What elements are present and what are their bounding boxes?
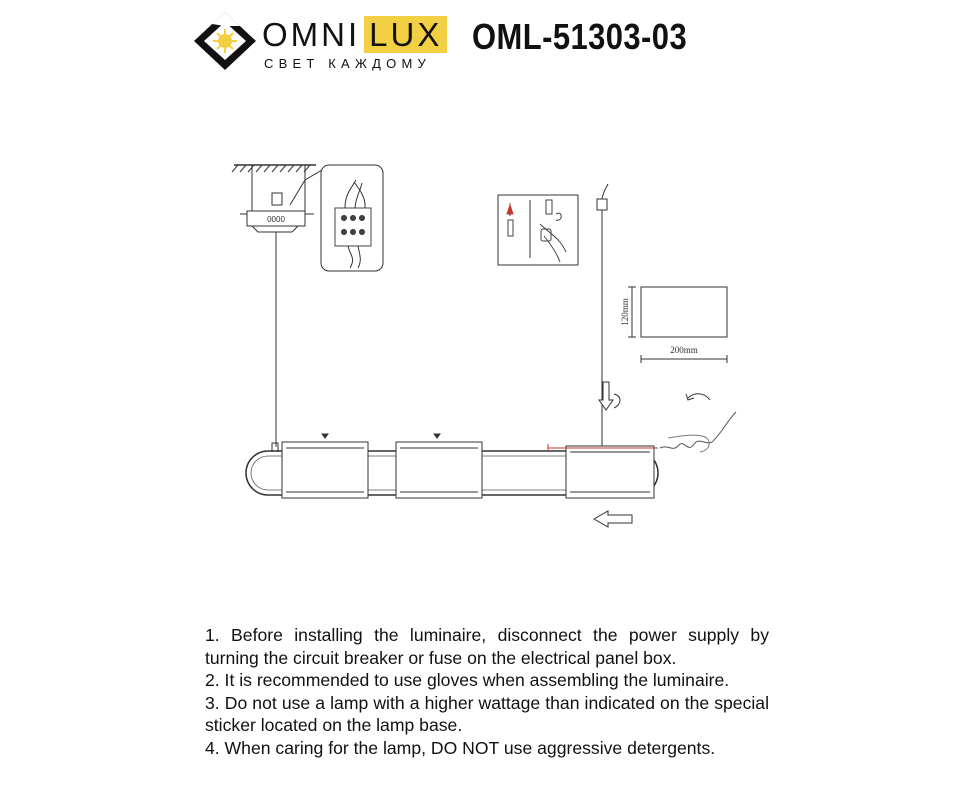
safety-instructions <box>205 624 769 760</box>
canopy-label: 0000 <box>267 215 285 224</box>
instruction-1: 1. Before installing the luminaire, disconnect the power supply by turning the circuit breaker or fuse on the electrical panel box. <box>205 625 769 668</box>
brand-name-right: LUX <box>364 16 447 53</box>
instruction-2: 2. It is recommended to use gloves when assembling the luminaire. <box>205 670 730 691</box>
box-height-label: 120mm <box>620 298 630 326</box>
shade-2 <box>396 442 482 498</box>
model-number: OML-51303-03 <box>472 16 688 57</box>
instruction-3: 3. Do not use a lamp with a higher wattage than indicated on the special sticker located on the lamp base. <box>205 692 769 736</box>
instruction-4: 4. When caring for the lamp, DO NOT use aggressive detergents. <box>205 737 716 758</box>
ceiling-hatch <box>232 165 316 172</box>
rotate-icon <box>614 394 620 408</box>
shade-3 <box>566 446 654 498</box>
slide-left-arrow-icon <box>594 511 632 527</box>
brand-name-left: OMNI <box>262 16 361 53</box>
brand-tagline: СВЕТ КАЖДОМУ <box>264 56 431 71</box>
box-width-label: 200mm <box>670 345 698 355</box>
down-arrow-icon <box>599 382 613 410</box>
canopy-dimension-box <box>641 287 727 337</box>
coiled-cable <box>660 412 736 448</box>
shade-1 <box>282 442 368 498</box>
